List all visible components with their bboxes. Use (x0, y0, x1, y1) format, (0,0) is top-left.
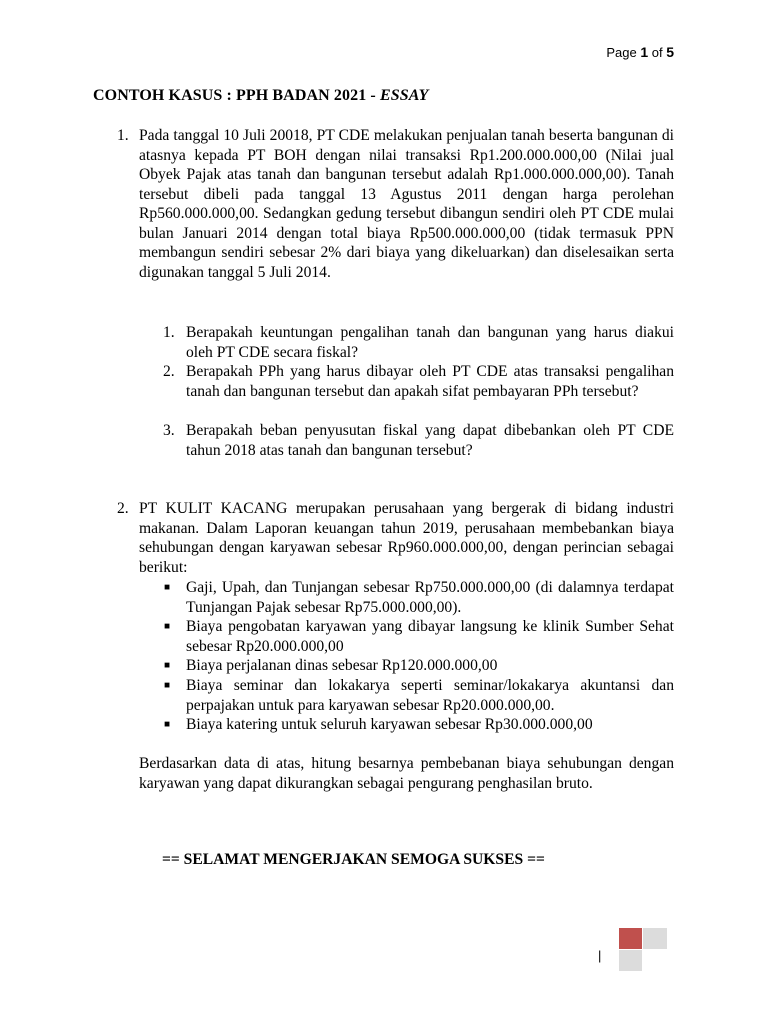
page-number (606, 44, 674, 60)
page-current: 1 (640, 44, 649, 60)
q2-bullet-2: Biaya pengobatan karyawan yang dibayar langsung ke klinik Sumber Sehat sebesar Rp20.000.000,00 (186, 618, 674, 655)
footer-accent-square-gray (643, 928, 667, 949)
q2-number: 2. (117, 500, 129, 517)
q1-sub2-text: Berapakah PPh yang harus dibayar oleh PT CDE atas transaksi pengalihan tanah dan bangunan tersebut dan apakah sifat pembayaran PPh tersebut? (186, 363, 674, 400)
page-prefix: Page (606, 45, 637, 60)
q1-sub3-number: 3. (163, 422, 175, 439)
q2-conclusion: Berdasarkan data di atas, hitung besarnya pembebanan biaya sehubungan dengan karyawan yang dapat dikurangkan sebagai pengurang penghasilan bruto. (139, 755, 674, 792)
title-main: CONTOH KASUS : PPH BADAN 2021 - (93, 87, 376, 104)
q2-bullet-3: Biaya perjalanan dinas sebesar Rp120.000.000,00 (186, 657, 498, 674)
bullet-marker: ■ (164, 719, 171, 730)
q2-bullet-4: Biaya seminar dan lokakarya seperti seminar/lokakarya akuntansi dan perpajakan untuk para karyawan sebesar Rp20.000.000,00. (186, 677, 674, 714)
closing-message: == SELAMAT MENGERJAKAN SEMOGA SUKSES == (162, 851, 545, 868)
q1-number: 1. (117, 127, 129, 144)
q1-sub1-text: Berapakah keuntungan pengalihan tanah dan bangunan yang harus diakui oleh PT CDE secara fiskal? (186, 324, 674, 361)
title-italic: ESSAY (379, 87, 429, 104)
q2-bullet-5: Biaya katering untuk seluruh karyawan sebesar Rp30.000.000,00 (186, 716, 593, 733)
q1-sub3-text: Berapakah beban penyusutan fiskal yang dapat dibebankan oleh PT CDE tahun 2018 atas tanah dan bangunan tersebut? (186, 422, 674, 459)
bullet-marker: ■ (164, 621, 171, 632)
q1-text: Pada tanggal 10 Juli 20018, PT CDE melakukan penjualan tanah beserta bangunan di atasnya kepada PT BOH dengan nilai transaksi Rp1.200.000.000,00 (Nilai jual Obyek Pajak atas tanah dan bangunan tersebut adalah Rp1.000.000.000,00). Tanah tersebut dibeli pada tanggal 13 Agustus 2011 dengan harga perolehan Rp560.000.000,00. Sedangkan gedung tersebut dibangun sendiri oleh PT CDE mulai bulan Januari 2014 dengan total biaya Rp500.000.000,00 (tidak termasuk PPN membangun sendiri sebesar 2% dari biaya yang dikeluarkan) dan diselesaikan serta digunakan tanggal 5 Juli 2014. (139, 127, 674, 281)
q1-sub1-number: 1. (163, 324, 175, 341)
document-title (93, 87, 428, 105)
bullet-marker: ■ (164, 660, 171, 671)
page-of: of (651, 45, 663, 60)
q1-sub2-number: 2. (163, 363, 175, 380)
q2-bullet-1: Gaji, Upah, dan Tunjangan sebesar Rp750.000.000,00 (di dalamnya terdapat Tunjangan Pajak sebesar Rp75.000.000,00). (186, 579, 674, 616)
bullet-marker: ■ (164, 680, 171, 691)
footer-accent-square-red (619, 928, 642, 949)
q2-text: PT KULIT KACANG merupakan perusahaan yang bergerak di bidang industri makanan. Dalam Laporan keuangan tahun 2019, perusahaan membebankan biaya sehubungan dengan karyawan sebesar Rp960.000.000,00, dengan perincian sebagai berikut: (139, 500, 674, 576)
page-total: 5 (666, 44, 674, 60)
footer-accent-square-gray (619, 950, 642, 971)
bullet-marker: ■ (164, 582, 171, 593)
footer-bar: | (598, 948, 602, 963)
